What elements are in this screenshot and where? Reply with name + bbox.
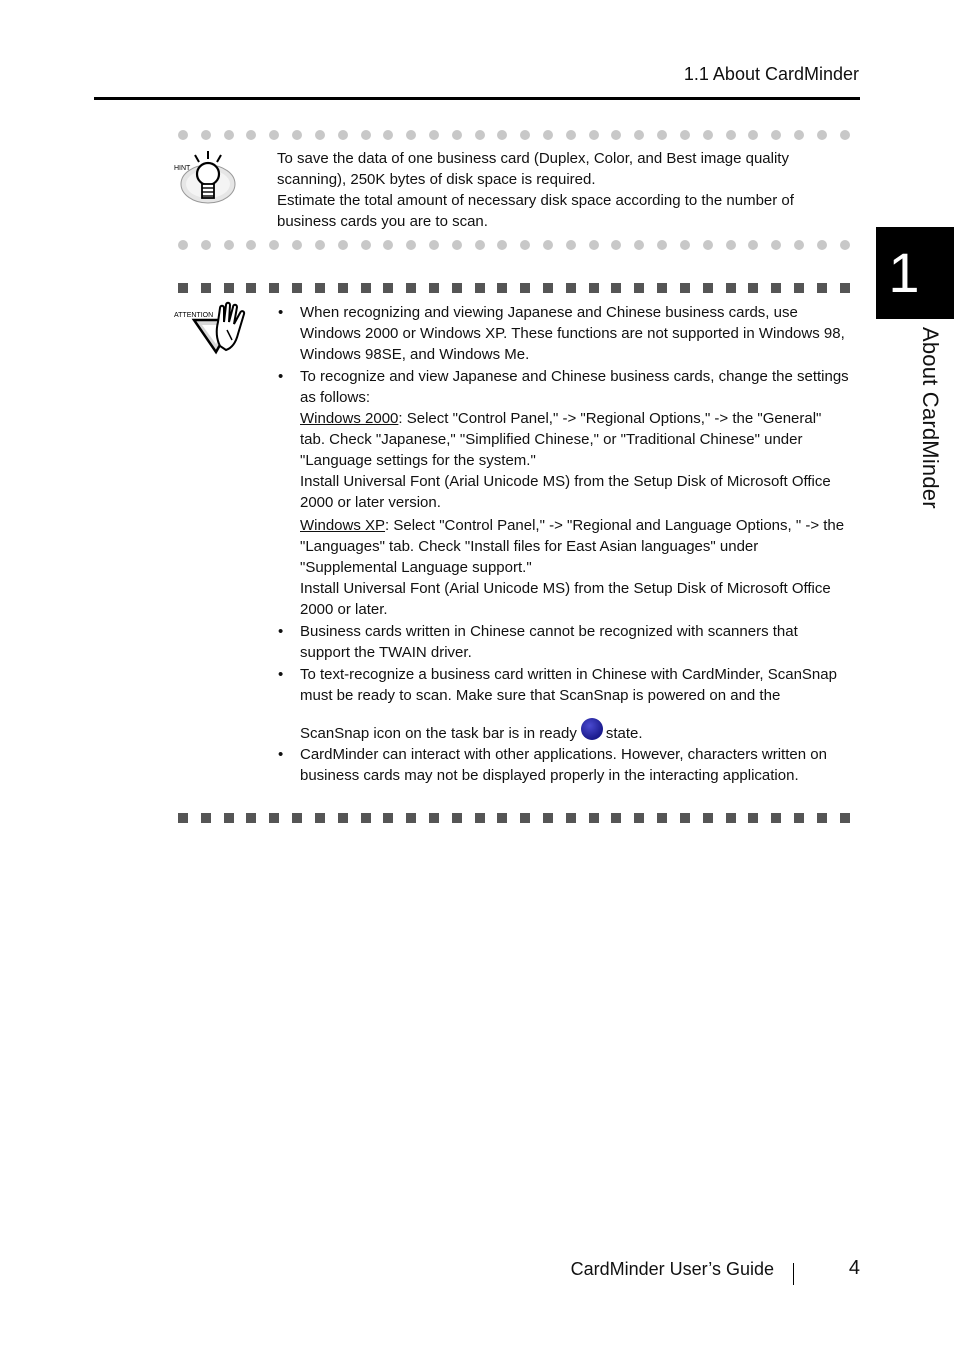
separator-square (611, 283, 621, 293)
separator-dot (771, 240, 781, 250)
icon-line-after: state. (605, 725, 643, 742)
icon-line-before: ScanSnap icon on the task bar is in ready (300, 725, 577, 742)
separator-square (224, 283, 234, 293)
hint-icon-label: HINT (174, 165, 191, 172)
attention-item-2 (278, 366, 850, 620)
separator-square (269, 283, 279, 293)
attention-item-2-win2000-font: Install Universal Font (Arial Unicode MS) from the Setup Disk of Microsoft Office 2000 or later version. (300, 473, 831, 511)
bullet-marker: • (278, 623, 284, 640)
separator-square (840, 813, 850, 823)
separator-square (657, 813, 667, 823)
separator-dot (543, 130, 553, 140)
separator-dot (406, 130, 416, 140)
separator-dot (520, 130, 530, 140)
separator-dot (429, 240, 439, 250)
separator-square (680, 283, 690, 293)
separator-dot (315, 240, 325, 250)
separator-square (224, 813, 234, 823)
attention-item-5 (278, 744, 850, 786)
separator-dot (657, 240, 667, 250)
separator-dot (703, 240, 713, 250)
bullet-marker: • (278, 304, 284, 321)
separator-dot (452, 130, 462, 140)
separator-square (269, 813, 279, 823)
separator-dot (475, 240, 485, 250)
separator-dot (224, 240, 234, 250)
separator-square (383, 813, 393, 823)
separator-dot (794, 130, 804, 140)
separator-dot (817, 130, 827, 140)
attention-item-4-icon-line (300, 718, 850, 744)
separator-dot (361, 130, 371, 140)
separator-square (201, 813, 211, 823)
separator-dot (589, 130, 599, 140)
bullet-marker: • (278, 368, 284, 385)
separator-dot (566, 130, 576, 140)
hint-text (277, 148, 852, 232)
separator-square (840, 283, 850, 293)
separator-dot (611, 130, 621, 140)
separator-dot (497, 130, 507, 140)
separator-square (520, 813, 530, 823)
windows-2000-label: Windows 2000 (300, 410, 399, 427)
separator-dot (178, 240, 188, 250)
separator-dot (634, 240, 644, 250)
attention-bottom-separator (178, 812, 850, 823)
separator-square (726, 283, 736, 293)
separator-dot (748, 240, 758, 250)
separator-dot (543, 240, 553, 250)
separator-square (429, 813, 439, 823)
attention-item-2-winxp (300, 515, 850, 578)
attention-item-1 (278, 302, 850, 365)
scansnap-ready-icon (581, 718, 603, 740)
separator-dot (269, 130, 279, 140)
attention-item-2-win2000 (300, 408, 850, 471)
footer-rule (793, 1263, 794, 1285)
separator-dot (566, 240, 576, 250)
separator-dot (634, 130, 644, 140)
separator-dot (178, 130, 188, 140)
separator-dot (315, 130, 325, 140)
separator-dot (292, 130, 302, 140)
attention-item-3 (278, 621, 850, 663)
separator-square (634, 813, 644, 823)
separator-square (178, 813, 188, 823)
attention-item-1-text: When recognizing and viewing Japanese and Chinese business cards, use Windows 2000 or Windows XP. These functions are not supported in Windows 98, Windows 98SE, and Windows Me. (300, 304, 845, 363)
separator-square (703, 813, 713, 823)
separator-square (520, 283, 530, 293)
chapter-side-title: About CardMinder (918, 327, 943, 509)
hint-top-separator (178, 129, 850, 140)
separator-square (429, 283, 439, 293)
attention-item-2-intro: To recognize and view Japanese and Chinese business cards, change the settings as follows: (300, 368, 849, 406)
separator-square (543, 283, 553, 293)
separator-dot (338, 240, 348, 250)
chapter-number: 1 (888, 241, 920, 304)
separator-square (246, 813, 256, 823)
separator-square (497, 813, 507, 823)
attention-list (278, 302, 850, 786)
separator-square (817, 813, 827, 823)
separator-dot (383, 240, 393, 250)
hint-line-2: Estimate the total amount of necessary disk space according to the number of business cards you are to scan. (277, 192, 794, 230)
separator-dot (726, 240, 736, 250)
separator-square (566, 813, 576, 823)
windows-xp-text: : Select "Control Panel," -> "Regional and Language Options, " -> the "Languages" tab. Check "Install files for East Asian languages" under "Supplemental Language support." (300, 517, 845, 576)
bullet-marker: • (278, 746, 284, 763)
separator-dot (680, 240, 690, 250)
separator-dot (657, 130, 667, 140)
separator-dot (520, 240, 530, 250)
separator-dot (726, 130, 736, 140)
header-rule (94, 97, 860, 100)
separator-square (589, 813, 599, 823)
attention-item-4-text: To text-recognize a business card written in Chinese with CardMinder, ScanSnap must be ready to scan. Make sure that ScanSnap is powered on and the (300, 666, 837, 704)
attention-icon-label: ATTENTION (174, 312, 214, 319)
separator-dot (589, 240, 599, 250)
separator-square (794, 283, 804, 293)
separator-square (771, 813, 781, 823)
separator-square (383, 283, 393, 293)
separator-square (794, 813, 804, 823)
attention-item-4 (278, 664, 850, 744)
attention-hand-icon (172, 300, 254, 361)
separator-square (475, 813, 485, 823)
footer-guide-title: CardMinder User’s Guide (570, 1259, 774, 1279)
separator-square (406, 813, 416, 823)
separator-square (246, 283, 256, 293)
attention-top-separator (178, 282, 850, 293)
separator-dot (840, 240, 850, 250)
attention-item-3-text: Business cards written in Chinese cannot be recognized with scanners that support the TWAIN driver. (300, 623, 798, 661)
separator-dot (201, 130, 211, 140)
separator-square (315, 813, 325, 823)
bullet-marker: • (278, 666, 284, 683)
separator-dot (840, 130, 850, 140)
separator-dot (224, 130, 234, 140)
attention-item-5-text: CardMinder can interact with other applications. However, characters written on business cards may not be displayed properly in the interacting application. (300, 746, 827, 784)
separator-dot (611, 240, 621, 250)
windows-xp-label: Windows XP (300, 517, 386, 534)
separator-square (543, 813, 553, 823)
separator-dot (475, 130, 485, 140)
separator-square (703, 283, 713, 293)
separator-square (634, 283, 644, 293)
separator-square (680, 813, 690, 823)
separator-square (657, 283, 667, 293)
separator-square (338, 283, 348, 293)
separator-square (589, 283, 599, 293)
separator-dot (338, 130, 348, 140)
separator-square (338, 813, 348, 823)
separator-square (452, 283, 462, 293)
separator-square (292, 813, 302, 823)
separator-square (748, 283, 758, 293)
hint-lightbulb-icon (172, 148, 242, 215)
separator-dot (361, 240, 371, 250)
separator-dot (269, 240, 279, 250)
separator-square (452, 813, 462, 823)
running-header-title: 1.1 About CardMinder (683, 64, 859, 84)
separator-dot (383, 130, 393, 140)
separator-dot (680, 130, 690, 140)
separator-dot (246, 130, 256, 140)
separator-square (497, 283, 507, 293)
separator-square (315, 283, 325, 293)
separator-dot (771, 130, 781, 140)
separator-square (406, 283, 416, 293)
separator-square (748, 813, 758, 823)
separator-dot (703, 130, 713, 140)
page-number: 4 (848, 1257, 860, 1279)
separator-square (771, 283, 781, 293)
separator-square (292, 283, 302, 293)
separator-dot (748, 130, 758, 140)
separator-square (817, 283, 827, 293)
separator-square (178, 283, 188, 293)
separator-dot (406, 240, 416, 250)
separator-dot (497, 240, 507, 250)
attention-item-2-winxp-font: Install Universal Font (Arial Unicode MS) from the Setup Disk of Microsoft Office 2000 or later. (300, 580, 831, 618)
separator-square (475, 283, 485, 293)
separator-dot (429, 130, 439, 140)
separator-square (361, 813, 371, 823)
separator-dot (817, 240, 827, 250)
hint-line-1: To save the data of one business card (Duplex, Color, and Best image quality scanning), 250K bytes of disk space is required. (277, 150, 789, 188)
separator-square (611, 813, 621, 823)
separator-dot (794, 240, 804, 250)
separator-dot (292, 240, 302, 250)
separator-square (566, 283, 576, 293)
separator-dot (246, 240, 256, 250)
windows-2000-text: : Select "Control Panel," -> "Regional Options," -> the "General" tab. Check "Japanese," "Simplified Chinese," or "Traditional Chinese" under "Language settings for the system." (300, 410, 822, 469)
separator-dot (201, 240, 211, 250)
separator-square (201, 283, 211, 293)
separator-dot (452, 240, 462, 250)
hint-bottom-separator (178, 239, 850, 250)
separator-square (361, 283, 371, 293)
separator-square (726, 813, 736, 823)
